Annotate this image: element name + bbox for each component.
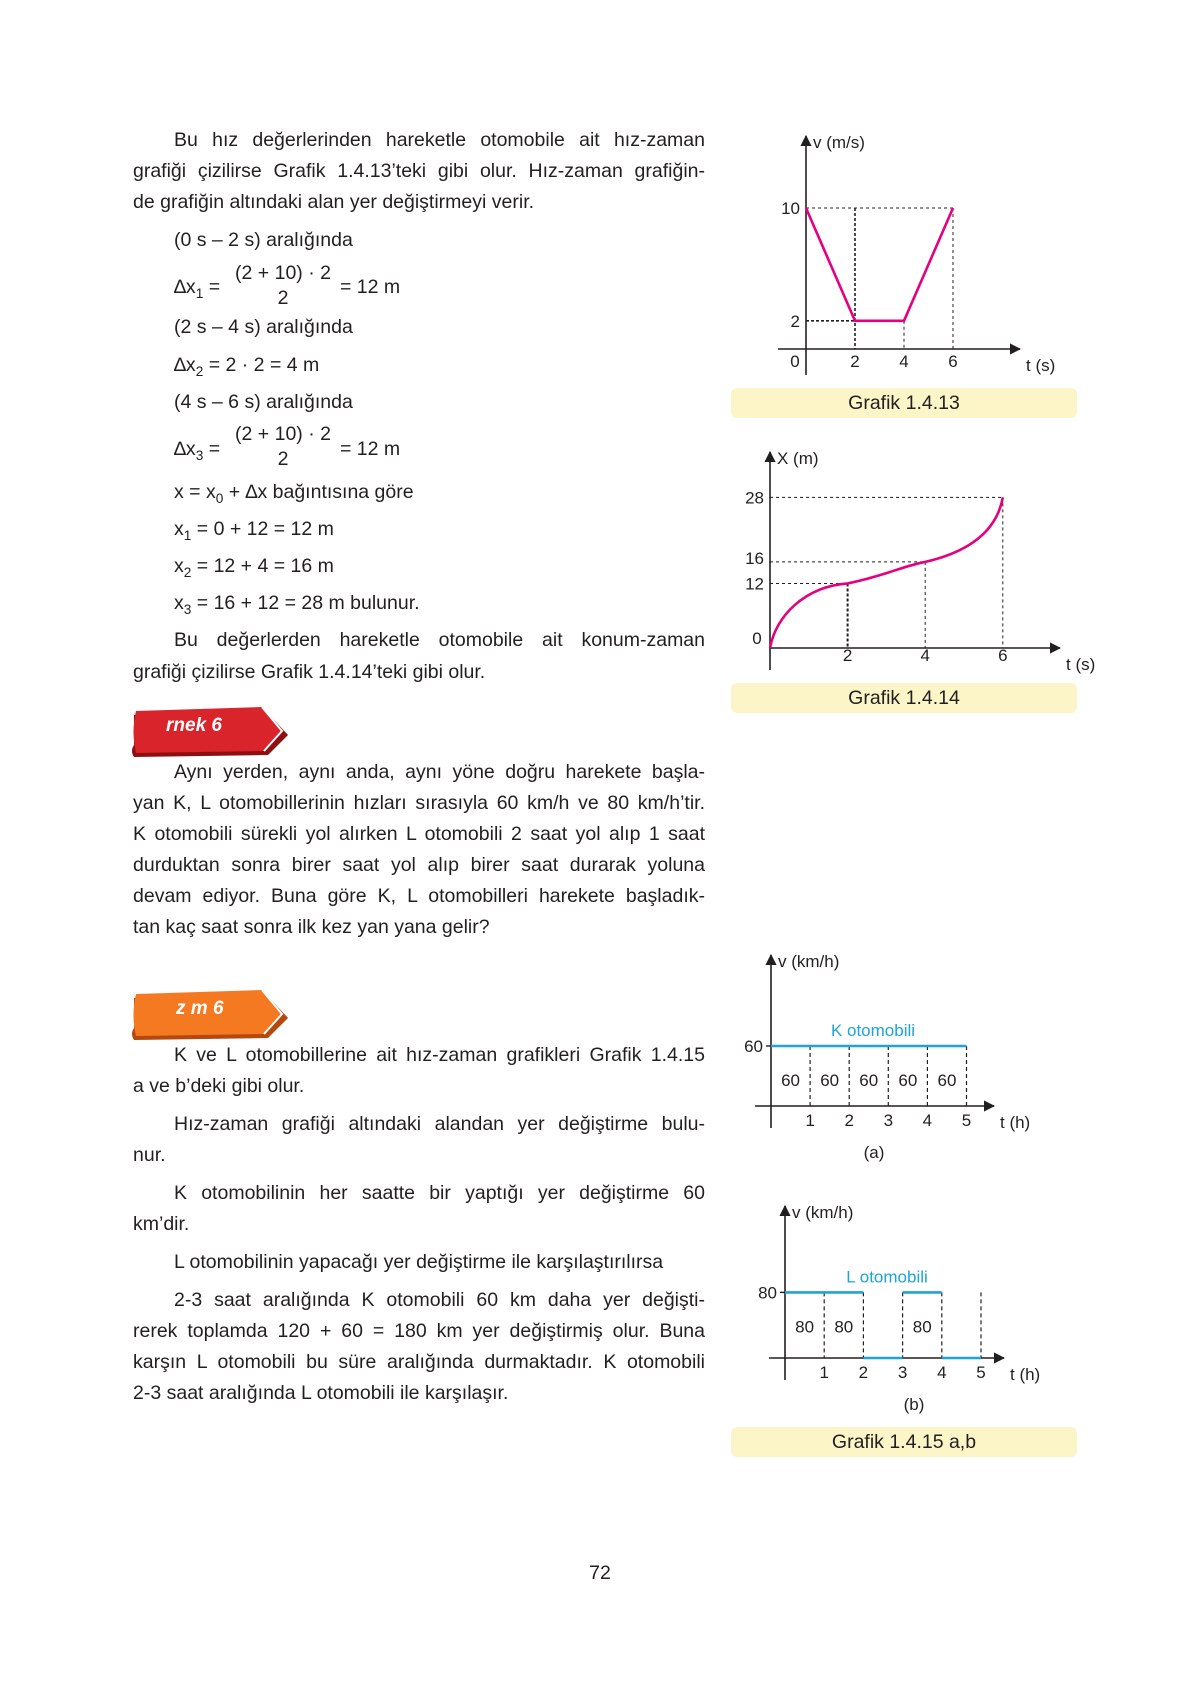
x-tick-label: 2 xyxy=(844,1111,854,1130)
relation: $x = x_0 + \Delta x$ bağıntısına göre xyxy=(174,481,414,506)
x-tick-label: 1 xyxy=(819,1363,829,1382)
interval-3: (4 s – 6 s) aralığında xyxy=(174,391,353,413)
y-axis-label: v (km/h) xyxy=(792,1203,854,1222)
dx1-lhs: $\Delta x_1$ = xyxy=(174,276,221,301)
area-value-label: 80 xyxy=(834,1317,854,1337)
x-axis-label: t (h) xyxy=(1000,1113,1031,1132)
x-axis-label: t (s) xyxy=(1066,655,1096,674)
area-value-label: 60 xyxy=(820,1071,840,1090)
caption-grafik-1-4-13: Grafik 1.4.13 xyxy=(731,388,1077,418)
interval-1: (0 s – 2 s) aralığında xyxy=(174,229,353,251)
series-name-label: K otomobili xyxy=(830,1021,916,1040)
dx3-lhs: $\Delta x_3$ = xyxy=(174,438,221,463)
x3: $x_3 = 16 + 12 = 28$ m bulunur. xyxy=(174,592,420,617)
chart-velocity-time xyxy=(778,133,1055,375)
x-axis-label: t (s) xyxy=(1026,356,1056,375)
solution-p2-line-1: Hız-zaman grafiği altındaki alandan yer değiştirme bulu- xyxy=(174,1113,705,1135)
solution-p5-line-3: karşın L otomobili bu süre aralığında durmaktadır. K otomobili xyxy=(133,1351,705,1373)
x-tick-label: 0 xyxy=(790,352,800,371)
solution-p4: L otomobilinin yapacağı yer değiştirme ile karşılaştırılırsa xyxy=(174,1251,664,1273)
interval-2: (2 s – 4 s) aralığında xyxy=(174,316,353,338)
area-value-label: 60 xyxy=(898,1071,918,1090)
area-value-label: 80 xyxy=(795,1317,815,1337)
series-name-label: L otomobili xyxy=(846,1267,928,1287)
area-value-label: 60 xyxy=(781,1071,801,1090)
x-tick-label: 3 xyxy=(883,1111,894,1130)
outro-line-2: grafiği çizilirse Grafik 1.4.14’teki gibi olur. xyxy=(133,661,486,683)
x-tick-label: 2 xyxy=(858,1363,869,1382)
outro-line-1: Bu değerlerden hareketle otomobile ait konum-zaman xyxy=(174,629,705,651)
solution-p2-line-2: nur. xyxy=(133,1144,166,1166)
example-line-2: yan K, L otomobillerinin hızları sırasıyla 60 km/h ve 80 km/h’tir. xyxy=(133,792,705,814)
intro-line-2: grafiği çizilirse Grafik 1.4.13’teki gibi olur. Hız-zaman grafiğin- xyxy=(133,160,705,182)
dx3-numerator: (2 + 10) · 2 xyxy=(235,423,331,445)
position-series-curve xyxy=(770,497,1003,648)
example-line-6: tan kaç saat sonra ilk kez yan yana gelir? xyxy=(133,916,490,938)
y-axis-label: v (m/s) xyxy=(813,133,865,152)
y-tick-label: 28 xyxy=(745,488,764,508)
y-tick-label: 60 xyxy=(744,1037,763,1056)
solution-label: z m 6 xyxy=(176,998,224,1019)
intro-line-3: de grafiğin altındaki alan yer değiştirmeyi verir. xyxy=(133,191,535,213)
chart-position-time xyxy=(745,449,1095,674)
example-line-4: durduktan sonra birer saat yol alıp birer saat durarak yoluna xyxy=(133,854,705,876)
page-number: 72 xyxy=(589,1562,611,1584)
x-tick-label: 4 xyxy=(937,1363,947,1382)
caption-grafik-1-4-14: Grafik 1.4.14 xyxy=(731,683,1077,713)
area-value-label: 60 xyxy=(859,1071,879,1090)
y-tick-label: 2 xyxy=(790,311,800,331)
velocity-series-line xyxy=(806,208,953,321)
solution-p3-line-2: km’dir. xyxy=(133,1213,190,1235)
intro-line-1: Bu hız değerlerinden hareketle otomobile ait hız-zaman xyxy=(174,129,705,151)
caption-grafik-1-4-15: Grafik 1.4.15 a,b xyxy=(731,1427,1077,1457)
area-value-label: 80 xyxy=(912,1317,932,1337)
area-value-label: 60 xyxy=(937,1071,957,1090)
y-tick-label: 80 xyxy=(758,1283,777,1303)
y-axis-label: v (km/h) xyxy=(778,952,840,971)
dx2: $\Delta x_2 = 2 \cdot 2 = 4$ m xyxy=(174,354,320,379)
chart-k-velocity xyxy=(744,952,1030,1162)
example-line-3: K otomobili sürekli yol alırken L otomobili 2 saat yol alıp 1 saat xyxy=(133,823,705,845)
example-line-1: Aynı yerden, aynı anda, aynı yöne doğru harekete başla- xyxy=(174,761,705,783)
y-tick-label: 10 xyxy=(781,199,800,218)
x-tick-label: 5 xyxy=(961,1111,972,1130)
x-axis-label: t (h) xyxy=(1010,1365,1041,1384)
x-tick-label: 5 xyxy=(976,1363,986,1382)
x-tick-label: 3 xyxy=(897,1363,908,1382)
dx3-rhs: = 12 m xyxy=(340,438,401,460)
x1: $x_1 = 0 + 12 = 12$ m xyxy=(174,518,334,543)
x-tick-label: 6 xyxy=(948,352,958,371)
solution-p1-line-1: K ve L otomobillerine ait hız-zaman grafikleri Grafik 1.4.15 xyxy=(174,1044,705,1066)
y-axis-label: X (m) xyxy=(777,449,819,468)
solution-p1-line-2: a ve b’deki gibi olur. xyxy=(133,1075,305,1097)
x-tick-label: 4 xyxy=(920,646,930,665)
x-tick-label: 1 xyxy=(805,1111,815,1130)
x-tick-label: 2 xyxy=(842,646,853,665)
x-tick-label: 0 xyxy=(752,629,762,648)
chart-l-velocity xyxy=(758,1203,1040,1414)
y-tick-label: 16 xyxy=(745,548,764,568)
x-tick-label: 4 xyxy=(922,1111,933,1130)
dx1-numerator: (2 + 10) · 2 xyxy=(235,262,331,284)
x-tick-label: 6 xyxy=(998,646,1008,665)
solution-p5-line-1: 2-3 saat aralığında K otomobili 60 km daha yer değişti- xyxy=(174,1289,705,1311)
chart-sublabel: (a) xyxy=(863,1143,885,1162)
example-line-5: devam ediyor. Buna göre K, L otomobilleri harekete başladık- xyxy=(133,885,705,907)
solution-p3-line-1: K otomobilinin her saatte bir yaptığı yer değiştirme 60 xyxy=(174,1182,705,1204)
x-tick-label: 4 xyxy=(899,352,909,371)
solution-p5-line-4: 2-3 saat aralığında L otomobili ile karşılaşır. xyxy=(133,1382,509,1404)
x-tick-label: 2 xyxy=(850,352,860,371)
x2: $x_2 = 12 + 4 = 16$ m xyxy=(174,555,334,580)
example-label: rnek 6 xyxy=(166,715,222,736)
solution-p5-line-2: rerek toplamda 120 + 60 = 180 km yer değiştirmiş olur. Buna xyxy=(133,1320,705,1342)
dx3-denominator: 2 xyxy=(277,448,289,470)
y-tick-label: 12 xyxy=(745,574,764,594)
chart-sublabel: (b) xyxy=(903,1395,925,1414)
dx1-denominator: 2 xyxy=(277,287,289,309)
dx1-rhs: = 12 m xyxy=(340,276,401,298)
